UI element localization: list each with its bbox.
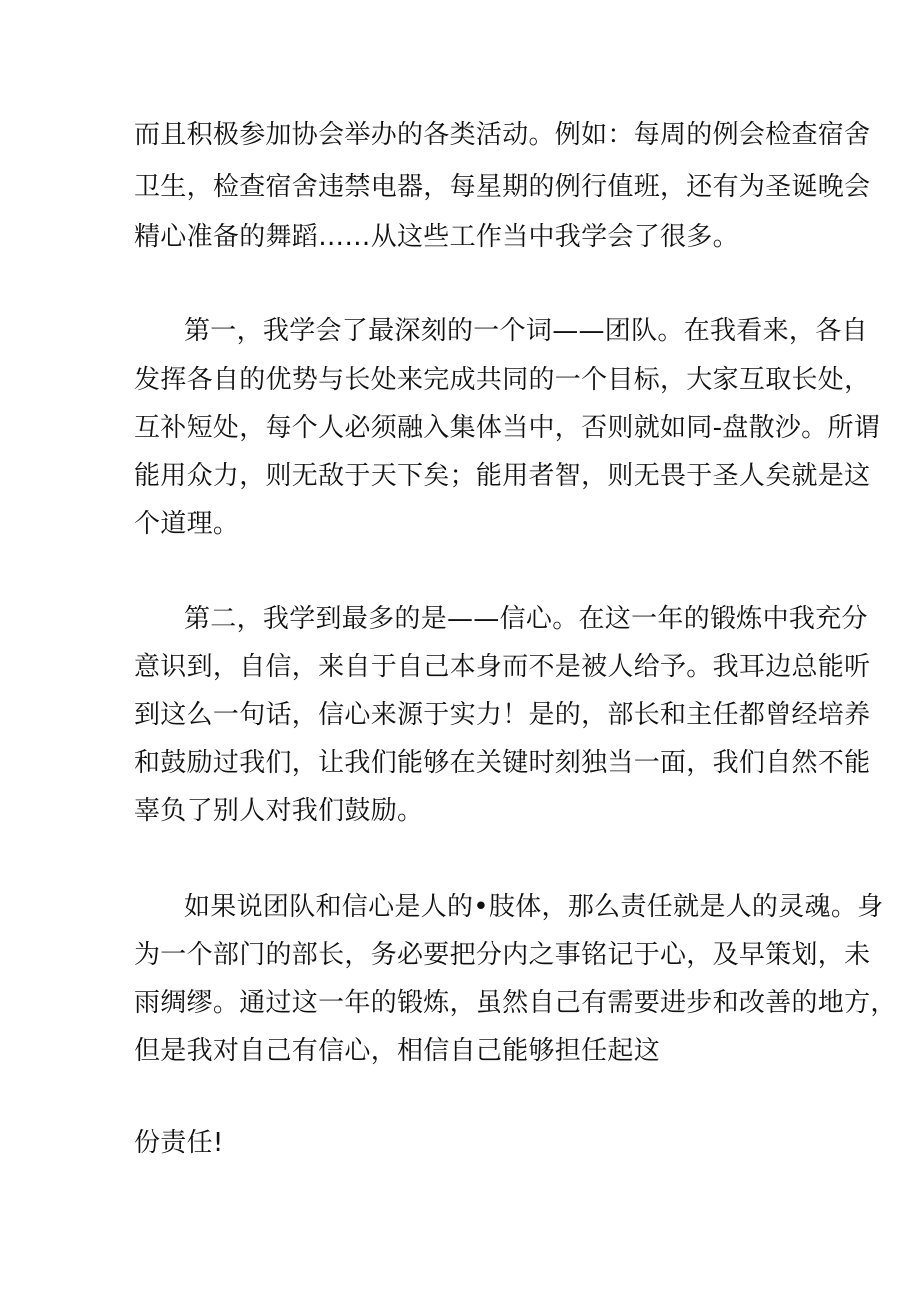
- paragraph-2-line-5: 个道理。: [134, 509, 240, 539]
- paragraph-2-line-2: 发挥各自的优势与长处来完成共同的一个目标，大家互取长处，: [134, 365, 871, 395]
- paragraph-1-line-3: 精心准备的舞蹈……从这些工作当中我学会了很多。: [134, 222, 739, 252]
- paragraph-1-line-1: 而且积极参加协会举办的各类活动。例如：每周的例会检查宿舍: [134, 120, 871, 150]
- paragraph-1-line-2: 卫生，检查宿舍违禁电器，每星期的例行值班，还有为圣诞晚会: [134, 172, 871, 202]
- paragraph-3-line-1: 第二，我学到最多的是——信心。在这一年的锻炼中我充分: [184, 604, 868, 634]
- paragraph-5-line-1: 份责任!: [134, 1128, 224, 1158]
- paragraph-3-line-3: 到这么一句话，信心来源于实力！是的，部长和主任都曾经培养: [134, 700, 871, 730]
- paragraph-2-line-1: 第一，我学会了最深刻的一个词——团队。在我看来，各自: [184, 316, 868, 346]
- paragraph-2-line-3: 互补短处，每个人必须融入集体当中，否则就如同-盘散沙。所谓: [134, 413, 881, 443]
- paragraph-2-line-4: 能用众力，则无敌于天下矣；能用者智，则无畏于圣人矣就是这: [134, 461, 871, 491]
- paragraph-4-line-1: 如果说团队和信心是人的•肢体，那么责任就是人的灵魂。身: [184, 892, 884, 922]
- paragraph-4-line-2: 为一个部门的部长，务必要把分内之事铭记于心，及早策划，未: [134, 940, 871, 970]
- paragraph-3-line-5: 辜负了别人对我们鼓励。: [134, 796, 424, 826]
- paragraph-4-line-3: 雨绸缪。通过这一年的锻炼，虽然自己有需要进步和改善的地方，: [134, 988, 897, 1018]
- paragraph-3-line-4: 和鼓励过我们，让我们能够在关键时刻独当一面，我们自然不能: [134, 748, 871, 778]
- paragraph-3-line-2: 意识到，自信，来自于自己本身而不是被人给予。我耳边总能听: [134, 652, 871, 682]
- paragraph-4-line-4: 但是我对自己有信心，相信自己能够担任起这: [134, 1036, 661, 1066]
